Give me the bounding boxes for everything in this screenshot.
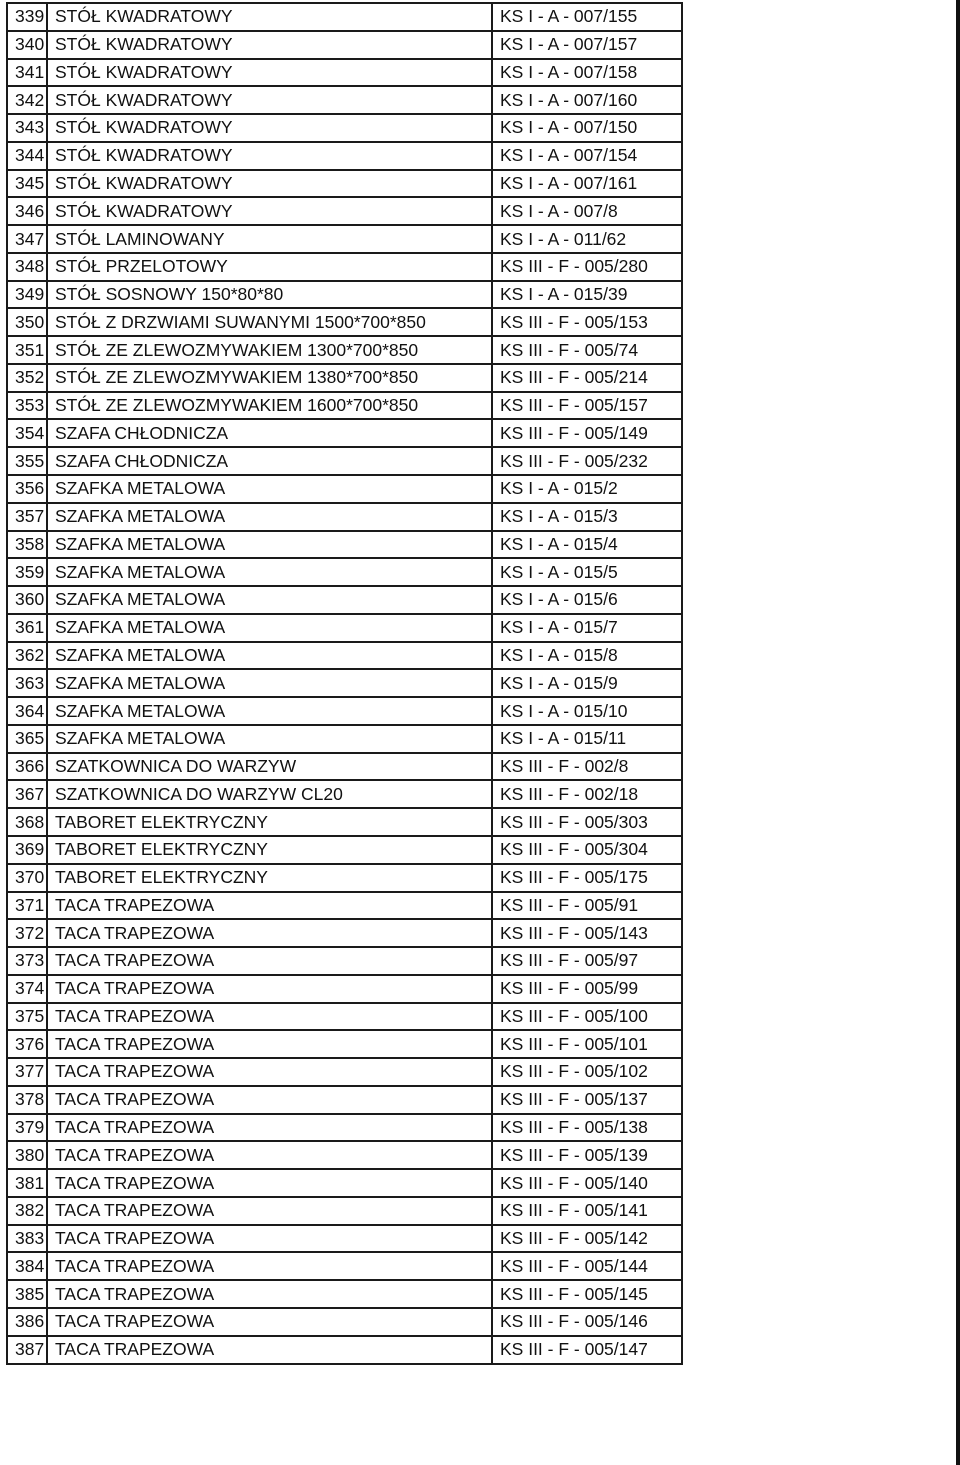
item-name-cell: STÓŁ KWADRATOWY xyxy=(47,170,492,198)
item-name-cell: TACA TRAPEZOWA xyxy=(47,1058,492,1086)
item-name-cell: SZAFKA METALOWA xyxy=(47,614,492,642)
inventory-table xyxy=(6,2,683,1365)
item-name-cell: TACA TRAPEZOWA xyxy=(47,975,492,1003)
table-row xyxy=(7,392,682,420)
item-name-cell: STÓŁ KWADRATOWY xyxy=(47,3,492,31)
row-number-cell: 367 xyxy=(7,780,47,808)
row-number-cell: 351 xyxy=(7,336,47,364)
item-name-cell: SZAFKA METALOWA xyxy=(47,642,492,670)
row-number-cell: 345 xyxy=(7,170,47,198)
row-number-cell: 360 xyxy=(7,586,47,614)
row-number-cell: 378 xyxy=(7,1086,47,1114)
row-number-cell: 346 xyxy=(7,197,47,225)
inventory-code-cell: KS III - F - 005/146 xyxy=(492,1308,682,1336)
table-row xyxy=(7,1252,682,1280)
row-number-cell: 369 xyxy=(7,836,47,864)
item-name-cell: TACA TRAPEZOWA xyxy=(47,1030,492,1058)
item-name-cell: STÓŁ KWADRATOWY xyxy=(47,59,492,87)
inventory-code-cell: KS III - F - 005/138 xyxy=(492,1114,682,1142)
item-name-cell: TABORET ELEKTRYCZNY xyxy=(47,808,492,836)
row-number-cell: 358 xyxy=(7,531,47,559)
inventory-code-cell: KS III - F - 005/157 xyxy=(492,392,682,420)
inventory-code-cell: KS III - F - 005/304 xyxy=(492,836,682,864)
item-name-cell: TACA TRAPEZOWA xyxy=(47,1308,492,1336)
table-row xyxy=(7,1225,682,1253)
inventory-code-cell: KS I - A - 007/160 xyxy=(492,86,682,114)
inventory-code-cell: KS I - A - 007/155 xyxy=(492,3,682,31)
item-name-cell: TACA TRAPEZOWA xyxy=(47,919,492,947)
row-number-cell: 372 xyxy=(7,919,47,947)
row-number-cell: 379 xyxy=(7,1114,47,1142)
row-number-cell: 365 xyxy=(7,725,47,753)
inventory-code-cell: KS III - F - 005/97 xyxy=(492,947,682,975)
row-number-cell: 380 xyxy=(7,1141,47,1169)
row-number-cell: 368 xyxy=(7,808,47,836)
inventory-code-cell: KS III - F - 005/100 xyxy=(492,1003,682,1031)
table-row xyxy=(7,614,682,642)
inventory-code-cell: KS III - F - 005/145 xyxy=(492,1280,682,1308)
inventory-code-cell: KS III - F - 005/142 xyxy=(492,1225,682,1253)
inventory-code-cell: KS III - F - 005/102 xyxy=(492,1058,682,1086)
table-row xyxy=(7,336,682,364)
table-row xyxy=(7,3,682,31)
item-name-cell: TACA TRAPEZOWA xyxy=(47,1280,492,1308)
table-row xyxy=(7,197,682,225)
item-name-cell: SZAFA CHŁODNICZA xyxy=(47,419,492,447)
table-row xyxy=(7,364,682,392)
item-name-cell: SZATKOWNICA DO WARZYW CL20 xyxy=(47,780,492,808)
table-row xyxy=(7,503,682,531)
table-row xyxy=(7,586,682,614)
item-name-cell: SZATKOWNICA DO WARZYW xyxy=(47,753,492,781)
row-number-cell: 342 xyxy=(7,86,47,114)
row-number-cell: 343 xyxy=(7,114,47,142)
item-name-cell: STÓŁ LAMINOWANY xyxy=(47,225,492,253)
table-row xyxy=(7,308,682,336)
item-name-cell: STÓŁ KWADRATOWY xyxy=(47,86,492,114)
page-edge-line xyxy=(956,0,960,1465)
inventory-code-cell: KS III - F - 005/139 xyxy=(492,1141,682,1169)
item-name-cell: STÓŁ ZE ZLEWOZMYWAKIEM 1380*700*850 xyxy=(47,364,492,392)
table-row xyxy=(7,1336,682,1364)
item-name-cell: SZAFKA METALOWA xyxy=(47,531,492,559)
item-name-cell: STÓŁ KWADRATOWY xyxy=(47,197,492,225)
item-name-cell: SZAFKA METALOWA xyxy=(47,503,492,531)
item-name-cell: STÓŁ ZE ZLEWOZMYWAKIEM 1300*700*850 xyxy=(47,336,492,364)
table-row xyxy=(7,59,682,87)
item-name-cell: SZAFKA METALOWA xyxy=(47,586,492,614)
inventory-code-cell: KS III - F - 005/101 xyxy=(492,1030,682,1058)
table-row xyxy=(7,919,682,947)
row-number-cell: 371 xyxy=(7,892,47,920)
inventory-code-cell: KS I - A - 015/11 xyxy=(492,725,682,753)
item-name-cell: STÓŁ PRZELOTOWY xyxy=(47,253,492,281)
inventory-code-cell: KS III - F - 005/147 xyxy=(492,1336,682,1364)
table-row xyxy=(7,808,682,836)
inventory-table-body xyxy=(7,3,682,1364)
table-row xyxy=(7,697,682,725)
inventory-code-cell: KS I - A - 007/150 xyxy=(492,114,682,142)
table-row xyxy=(7,669,682,697)
row-number-cell: 370 xyxy=(7,864,47,892)
item-name-cell: STÓŁ SOSNOWY 150*80*80 xyxy=(47,281,492,309)
row-number-cell: 364 xyxy=(7,697,47,725)
inventory-code-cell: KS III - F - 005/214 xyxy=(492,364,682,392)
item-name-cell: STÓŁ KWADRATOWY xyxy=(47,114,492,142)
table-row xyxy=(7,475,682,503)
table-row xyxy=(7,975,682,1003)
item-name-cell: SZAFKA METALOWA xyxy=(47,558,492,586)
row-number-cell: 383 xyxy=(7,1225,47,1253)
item-name-cell: TACA TRAPEZOWA xyxy=(47,1169,492,1197)
inventory-code-cell: KS I - A - 015/7 xyxy=(492,614,682,642)
item-name-cell: TACA TRAPEZOWA xyxy=(47,1197,492,1225)
inventory-code-cell: KS III - F - 005/74 xyxy=(492,336,682,364)
row-number-cell: 359 xyxy=(7,558,47,586)
table-row xyxy=(7,114,682,142)
row-number-cell: 384 xyxy=(7,1252,47,1280)
inventory-code-cell: KS III - F - 005/144 xyxy=(492,1252,682,1280)
inventory-code-cell: KS III - F - 002/18 xyxy=(492,780,682,808)
table-row xyxy=(7,1003,682,1031)
item-name-cell: TACA TRAPEZOWA xyxy=(47,1003,492,1031)
inventory-code-cell: KS III - F - 005/143 xyxy=(492,919,682,947)
table-row xyxy=(7,1280,682,1308)
row-number-cell: 354 xyxy=(7,419,47,447)
row-number-cell: 376 xyxy=(7,1030,47,1058)
table-row xyxy=(7,1086,682,1114)
row-number-cell: 339 xyxy=(7,3,47,31)
table-row xyxy=(7,170,682,198)
table-row xyxy=(7,1114,682,1142)
inventory-code-cell: KS III - F - 002/8 xyxy=(492,753,682,781)
table-row xyxy=(7,892,682,920)
inventory-code-cell: KS I - A - 007/157 xyxy=(492,31,682,59)
inventory-code-cell: KS I - A - 007/161 xyxy=(492,170,682,198)
item-name-cell: SZAFA CHŁODNICZA xyxy=(47,447,492,475)
inventory-code-cell: KS III - F - 005/140 xyxy=(492,1169,682,1197)
inventory-code-cell: KS I - A - 015/5 xyxy=(492,558,682,586)
item-name-cell: TACA TRAPEZOWA xyxy=(47,892,492,920)
row-number-cell: 374 xyxy=(7,975,47,1003)
item-name-cell: STÓŁ KWADRATOWY xyxy=(47,142,492,170)
row-number-cell: 382 xyxy=(7,1197,47,1225)
table-row xyxy=(7,86,682,114)
table-row xyxy=(7,1169,682,1197)
row-number-cell: 349 xyxy=(7,281,47,309)
row-number-cell: 386 xyxy=(7,1308,47,1336)
row-number-cell: 387 xyxy=(7,1336,47,1364)
item-name-cell: TACA TRAPEZOWA xyxy=(47,1086,492,1114)
item-name-cell: TACA TRAPEZOWA xyxy=(47,1252,492,1280)
item-name-cell: STÓŁ ZE ZLEWOZMYWAKIEM 1600*700*850 xyxy=(47,392,492,420)
inventory-code-cell: KS III - F - 005/137 xyxy=(492,1086,682,1114)
inventory-code-cell: KS I - A - 015/2 xyxy=(492,475,682,503)
row-number-cell: 363 xyxy=(7,669,47,697)
row-number-cell: 344 xyxy=(7,142,47,170)
table-row xyxy=(7,558,682,586)
inventory-code-cell: KS I - A - 015/39 xyxy=(492,281,682,309)
inventory-code-cell: KS III - F - 005/99 xyxy=(492,975,682,1003)
table-row xyxy=(7,1030,682,1058)
inventory-code-cell: KS III - F - 005/141 xyxy=(492,1197,682,1225)
row-number-cell: 348 xyxy=(7,253,47,281)
row-number-cell: 340 xyxy=(7,31,47,59)
item-name-cell: SZAFKA METALOWA xyxy=(47,725,492,753)
row-number-cell: 375 xyxy=(7,1003,47,1031)
item-name-cell: TACA TRAPEZOWA xyxy=(47,1114,492,1142)
table-row xyxy=(7,1308,682,1336)
row-number-cell: 366 xyxy=(7,753,47,781)
row-number-cell: 356 xyxy=(7,475,47,503)
row-number-cell: 357 xyxy=(7,503,47,531)
table-row xyxy=(7,419,682,447)
table-row xyxy=(7,447,682,475)
table-row xyxy=(7,780,682,808)
table-row xyxy=(7,531,682,559)
item-name-cell: TACA TRAPEZOWA xyxy=(47,1336,492,1364)
item-name-cell: TACA TRAPEZOWA xyxy=(47,947,492,975)
inventory-code-cell: KS I - A - 007/8 xyxy=(492,197,682,225)
inventory-code-cell: KS III - F - 005/232 xyxy=(492,447,682,475)
row-number-cell: 352 xyxy=(7,364,47,392)
row-number-cell: 341 xyxy=(7,59,47,87)
item-name-cell: SZAFKA METALOWA xyxy=(47,669,492,697)
table-row xyxy=(7,31,682,59)
item-name-cell: SZAFKA METALOWA xyxy=(47,697,492,725)
inventory-code-cell: KS I - A - 007/154 xyxy=(492,142,682,170)
item-name-cell: TABORET ELEKTRYCZNY xyxy=(47,864,492,892)
table-row xyxy=(7,225,682,253)
inventory-code-cell: KS I - A - 015/8 xyxy=(492,642,682,670)
inventory-code-cell: KS III - F - 005/175 xyxy=(492,864,682,892)
row-number-cell: 373 xyxy=(7,947,47,975)
inventory-code-cell: KS I - A - 015/10 xyxy=(492,697,682,725)
item-name-cell: STÓŁ Z DRZWIAMI SUWANYMI 1500*700*850 xyxy=(47,308,492,336)
table-row xyxy=(7,253,682,281)
item-name-cell: TACA TRAPEZOWA xyxy=(47,1225,492,1253)
row-number-cell: 355 xyxy=(7,447,47,475)
inventory-code-cell: KS I - A - 015/9 xyxy=(492,669,682,697)
inventory-code-cell: KS III - F - 005/153 xyxy=(492,308,682,336)
table-row xyxy=(7,642,682,670)
inventory-code-cell: KS I - A - 015/4 xyxy=(492,531,682,559)
table-row xyxy=(7,725,682,753)
table-row xyxy=(7,142,682,170)
inventory-code-cell: KS III - F - 005/280 xyxy=(492,253,682,281)
inventory-code-cell: KS I - A - 015/6 xyxy=(492,586,682,614)
item-name-cell: SZAFKA METALOWA xyxy=(47,475,492,503)
item-name-cell: TABORET ELEKTRYCZNY xyxy=(47,836,492,864)
table-row xyxy=(7,836,682,864)
table-row xyxy=(7,947,682,975)
table-row xyxy=(7,753,682,781)
inventory-code-cell: KS I - A - 007/158 xyxy=(492,59,682,87)
inventory-code-cell: KS III - F - 005/91 xyxy=(492,892,682,920)
row-number-cell: 347 xyxy=(7,225,47,253)
item-name-cell: TACA TRAPEZOWA xyxy=(47,1141,492,1169)
row-number-cell: 350 xyxy=(7,308,47,336)
row-number-cell: 377 xyxy=(7,1058,47,1086)
table-row xyxy=(7,281,682,309)
row-number-cell: 362 xyxy=(7,642,47,670)
inventory-code-cell: KS III - F - 005/303 xyxy=(492,808,682,836)
table-row xyxy=(7,1141,682,1169)
row-number-cell: 361 xyxy=(7,614,47,642)
table-row xyxy=(7,864,682,892)
inventory-code-cell: KS I - A - 015/3 xyxy=(492,503,682,531)
inventory-code-cell: KS III - F - 005/149 xyxy=(492,419,682,447)
inventory-code-cell: KS I - A - 011/62 xyxy=(492,225,682,253)
row-number-cell: 385 xyxy=(7,1280,47,1308)
table-row xyxy=(7,1197,682,1225)
item-name-cell: STÓŁ KWADRATOWY xyxy=(47,31,492,59)
row-number-cell: 353 xyxy=(7,392,47,420)
table-row xyxy=(7,1058,682,1086)
row-number-cell: 381 xyxy=(7,1169,47,1197)
